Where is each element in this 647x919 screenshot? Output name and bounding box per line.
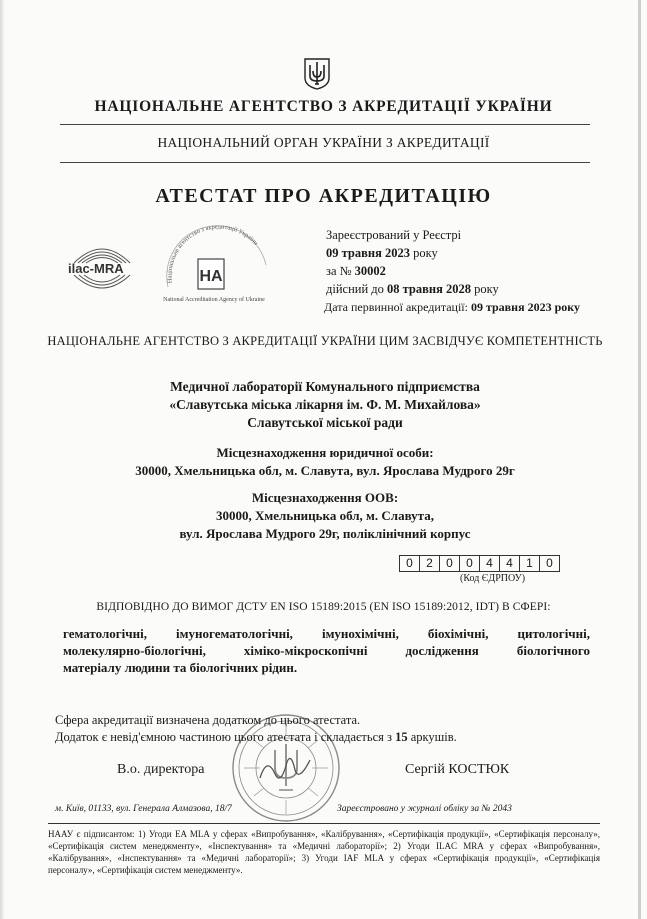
journal-registration: Зареєстровано у журналі обліку за № 2043 bbox=[337, 804, 512, 814]
nabu-logo-mark: НА bbox=[199, 268, 223, 285]
annex-sheet-count: 15 bbox=[395, 730, 408, 744]
registration-block bbox=[326, 226, 499, 298]
annex-line-1: Сфера акредитації визначена додатком до цього атестата. bbox=[55, 713, 361, 727]
accreditation-scope bbox=[63, 625, 590, 676]
handwritten-signature bbox=[255, 748, 315, 788]
footer-agreements: НААУ є підписантом: 1) Угоди EA MLA у сферах «Випробування», «Калібрування», «Сертифікація продукції», «Сертифікація персоналу», «Сертифікація систем менеджменту», «Інспектування» та «Медичні лабораторії»; 2) Угоди ILAC MRA у сферах «Випробування», «Калібрування», «Інспектування» та «Медичні лабораторії»; 3) Угоди IAF MLA у сферах «Сертифікація продукції», «Сертифікація персоналу», «Сертифікація систем менеджменту». bbox=[48, 829, 600, 875]
signatory-role: В.о. директора bbox=[117, 762, 205, 777]
laboratory-line-3: Славутської міської ради bbox=[247, 415, 403, 430]
validity-prefix: дійсний до bbox=[326, 282, 387, 296]
annex-line-2-prefix: Додаток є невід'ємною частиною цього атестата і складається з bbox=[55, 730, 396, 744]
nabu-accreditation-logo bbox=[150, 225, 278, 307]
validity-date: 08 травня 2028 bbox=[387, 282, 471, 296]
nabu-ring-text: Національне агентство з акредитації України bbox=[166, 225, 260, 284]
laboratory-name bbox=[40, 378, 610, 432]
national-body-name: НАЦІОНАЛЬНИЙ ОРГАН УКРАЇНИ З АКРЕДИТАЦІЇ bbox=[157, 135, 490, 150]
legal-location-label: Місцезнаходження юридичної особи: bbox=[216, 445, 434, 460]
laboratory-line-1: Медичної лабораторії Комунального підприємства bbox=[170, 379, 480, 394]
signatory-name: Сергій КОСТЮК bbox=[405, 762, 510, 777]
requirements-statement: ВІДПОВІДНО ДО ВИМОГ ДСТУ EN ISO 15189:2015 (EN ISO 15189:2012, IDT) В СФЕРІ: bbox=[96, 601, 551, 613]
oov-location-address bbox=[40, 507, 610, 543]
nabu-logo-caption: National Accreditation Agency of Ukraine bbox=[163, 297, 265, 303]
registration-date-line bbox=[326, 244, 499, 262]
edrpou-digit: 4 bbox=[500, 556, 520, 571]
edrpou-digit: 0 bbox=[460, 556, 480, 571]
annex-line-2 bbox=[55, 729, 457, 746]
edrpou-digit: 0 bbox=[546, 556, 553, 570]
oov-location-label: Місцезнаходження ООВ: bbox=[251, 490, 399, 505]
registration-number-prefix: за № bbox=[326, 264, 355, 278]
footer-divider bbox=[48, 823, 600, 824]
certifies-statement: НАЦІОНАЛЬНЕ АГЕНТСТВО З АКРЕДИТАЦІЇ УКРАЇНИ ЦИМ ЗАСВІДЧУЄ КОМПЕТЕНТНІСТЬ bbox=[47, 334, 603, 348]
edrpou-digit: 4 bbox=[480, 556, 500, 571]
agency-name: НАЦІОНАЛЬНЕ АГЕНТСТВО З АКРЕДИТАЦІЇ УКРАЇНИ bbox=[94, 98, 553, 115]
header-divider bbox=[60, 162, 590, 163]
annex-line-2-suffix: аркушів. bbox=[407, 730, 457, 744]
edrpou-code-boxes bbox=[399, 555, 560, 572]
registration-number: 30002 bbox=[354, 264, 386, 278]
registration-number-line bbox=[326, 262, 499, 280]
certificate-title: АТЕСТАТ ПРО АКРЕДИТАЦІЮ bbox=[155, 185, 492, 207]
validity-line bbox=[326, 280, 499, 298]
oov-address-line-1: 30000, Хмельницька обл, м. Славута, bbox=[216, 508, 434, 523]
edrpou-digit: 0 bbox=[400, 556, 420, 571]
validity-suffix: року bbox=[470, 282, 499, 296]
edrpou-digit: 1 bbox=[520, 556, 540, 571]
scope-line-1: гематологічні, імуногематологічні, імунохімічні, біохімічні, цитологічні, bbox=[63, 626, 590, 641]
registration-label: Зареєстрований у Реєстрі bbox=[326, 228, 462, 242]
first-accreditation-date: 09 травня 2023 року bbox=[470, 300, 580, 314]
oov-address-line-2: вул. Ярослава Мудрого 29г, поліклінічний корпус bbox=[179, 526, 471, 541]
legal-location-address: 30000, Хмельницька обл, м. Славута, вул. Ярослава Мудрого 29г bbox=[135, 463, 515, 478]
registration-date-suffix: року bbox=[409, 246, 438, 260]
registration-date: 09 травня 2023 bbox=[326, 246, 410, 260]
edrpou-digit: 0 bbox=[440, 556, 460, 571]
scope-line-2: молекулярно-біологічні, хіміко-мікроскопічні дослідження біологічного bbox=[63, 643, 590, 658]
ilac-logo-text: ilac-MRA bbox=[68, 261, 124, 276]
laboratory-line-2: «Славутська міська лікарня ім. Ф. М. Михайлова» bbox=[169, 397, 481, 412]
annex-note bbox=[55, 712, 457, 746]
first-accreditation-label: Дата первинної акредитації: bbox=[324, 300, 471, 314]
header-divider bbox=[60, 124, 590, 125]
edrpou-label: (Код ЄДРПОУ) bbox=[460, 573, 526, 584]
edrpou-digit: 2 bbox=[420, 556, 440, 571]
agency-address: м. Київ, 01133, вул. Генерала Алмазова, 18/7 bbox=[55, 804, 232, 814]
scope-line-3: матеріалу людини та біологічних рідин. bbox=[63, 660, 298, 675]
ukraine-trident-emblem-icon bbox=[302, 56, 332, 90]
ilac-mra-logo bbox=[66, 233, 138, 301]
first-accreditation-line bbox=[0, 300, 580, 315]
